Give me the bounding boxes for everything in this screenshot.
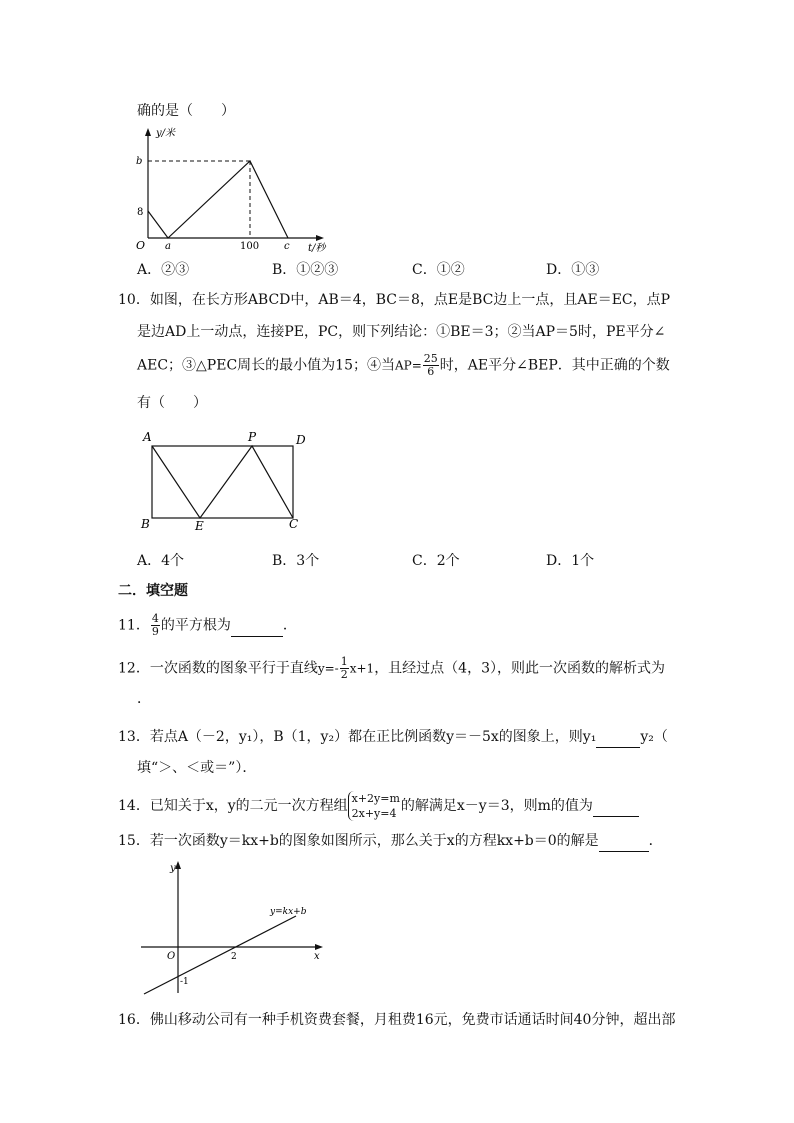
q15-end: ． xyxy=(648,833,663,849)
q9-option-a[interactable] xyxy=(137,259,189,279)
q14-eq1: x+2y=m xyxy=(351,792,400,805)
q9-option-c[interactable] xyxy=(412,259,465,279)
q14-a: 14．已知关于x，y的二元一次方程组 xyxy=(118,798,348,814)
option-letter: C． xyxy=(412,553,437,569)
q12-frac-num: 1 xyxy=(340,655,348,668)
q10-line3-a: AEC；③△PEC周长的最小值为15；④当 xyxy=(137,357,395,374)
q10-line1: 10．如图，在长方形ABCD中，AB＝4，BC＝8，点E是BC边上一点，且AE＝EC，点P xyxy=(118,292,671,308)
q15-answer-blank[interactable] xyxy=(599,831,649,852)
q15-line-label: y=kx+b xyxy=(270,907,307,917)
q9-c-label: c xyxy=(284,241,290,252)
q15-x-label: x xyxy=(314,951,320,962)
q10-option-b[interactable] xyxy=(272,550,319,570)
q10-fraction xyxy=(423,353,439,378)
q10-label-e: E xyxy=(195,519,204,533)
q9-hundred-label: 100 xyxy=(240,241,260,252)
q12-fraction xyxy=(340,656,349,681)
q15-two-label: 2 xyxy=(231,952,237,962)
q9-graph xyxy=(128,126,338,254)
q10-line3-b: 时，AE平分∠BEP．其中正确的个数 xyxy=(439,357,670,374)
q10-line3 xyxy=(137,353,670,378)
q12-x-part: x+1 xyxy=(349,661,375,676)
q9-eight-label: 8 xyxy=(137,207,144,218)
option-letter: D． xyxy=(546,553,572,569)
q12-line1 xyxy=(118,656,665,681)
option-text: 4个 xyxy=(161,553,185,569)
q14-equation-system xyxy=(348,791,400,821)
q9-option-d[interactable] xyxy=(546,259,599,279)
q15-graph xyxy=(136,858,336,998)
q15-origin-label: O xyxy=(167,951,176,962)
q10-label-p: P xyxy=(248,430,257,444)
q10-option-c[interactable] xyxy=(412,550,460,570)
q9-x-arrow xyxy=(316,235,324,241)
q11-answer-blank[interactable] xyxy=(231,616,283,637)
q14-answer-blank[interactable] xyxy=(593,796,639,817)
q10-label-c: C xyxy=(289,517,299,531)
q11-num: 11． xyxy=(118,617,150,634)
q10-line2: 是边AD上一动点，连接PE，PC，则下列结论：①BE＝3；②当AP＝5时，PE平分∠ xyxy=(137,324,666,340)
q9-stem-tail: 确的是（ ） xyxy=(137,103,235,119)
q10-label-a: A xyxy=(143,430,152,444)
option-text: ①③ xyxy=(571,262,600,278)
q10-line4: 有（ ） xyxy=(137,395,207,411)
option-letter: C． xyxy=(412,262,437,278)
option-letter: B． xyxy=(272,553,297,569)
q13-answer-blank[interactable] xyxy=(596,727,640,748)
q12-y-eq: y=- xyxy=(317,661,339,676)
q15-y-label: y xyxy=(170,863,176,874)
q12-a: 12．一次函数的图象平行于直线 xyxy=(118,660,318,677)
q9-x-label: t/秒 xyxy=(308,243,326,254)
option-text: ②③ xyxy=(161,262,190,278)
option-text: ①②③ xyxy=(296,262,339,278)
q15-minus-one-label: -1 xyxy=(180,977,189,987)
option-text: 1个 xyxy=(571,553,595,569)
q12-b: ，且经过点（4，3），则此一次函数的解析式为 xyxy=(374,660,666,677)
q11-fraction xyxy=(151,613,160,638)
q14-eq2: 2x+y=4 xyxy=(351,807,397,820)
q14-b: 的解满足x－y＝3，则m的值为 xyxy=(400,798,593,814)
option-letter: A． xyxy=(137,553,162,569)
q13-line2: 填“＞、＜或＝”）． xyxy=(137,760,257,776)
q10-option-d[interactable] xyxy=(546,550,594,570)
q10-option-a[interactable] xyxy=(137,550,184,570)
q11-end: ． xyxy=(282,617,297,634)
q12-frac-den: 2 xyxy=(340,668,348,681)
q9-b-label: b xyxy=(136,156,143,167)
q15-y-arrow xyxy=(175,861,181,869)
q10-label-b: B xyxy=(141,517,150,531)
q10-frac-num: 25 xyxy=(423,352,438,365)
q10-label-d: D xyxy=(296,433,306,447)
q12-line2: ． xyxy=(137,691,151,707)
q9-origin-label: O xyxy=(136,239,146,252)
q10-frac-den: 6 xyxy=(427,365,435,378)
q11-frac-den: 9 xyxy=(151,625,159,638)
q10-ap: AP= xyxy=(394,358,422,373)
q15-x-arrow xyxy=(315,944,323,950)
option-text: 3个 xyxy=(296,553,320,569)
q11-frac-num: 4 xyxy=(151,612,159,625)
q13-text: 13．若点A（－2，y₁），B（1，y₂）都在正比例函数y＝－5x的图象上，则y₁ xyxy=(118,729,597,745)
option-letter: B． xyxy=(272,262,297,278)
q15-text: 15．若一次函数y＝kx+b的图象如图所示，那么关于x的方程kx+b＝0的解是 xyxy=(118,833,599,849)
q9-y-label: y/米 xyxy=(156,128,176,139)
q9-polyline xyxy=(148,161,288,238)
option-text: 2个 xyxy=(436,553,460,569)
q11 xyxy=(118,613,297,638)
q14 xyxy=(118,791,639,821)
q11-text: 的平方根为 xyxy=(160,617,231,634)
q13-line1 xyxy=(118,727,668,748)
q10-segments xyxy=(152,446,293,518)
option-letter: D． xyxy=(546,262,572,278)
q9-y-arrow xyxy=(145,128,151,136)
section-fill-in-title: 二．填空题 xyxy=(118,583,188,599)
q9-a-label: a xyxy=(165,241,171,252)
q13-end: y₂（ xyxy=(640,729,668,745)
q16: 16．佛山移动公司有一种手机资费套餐，月租费16元，免费市话通话时间40分钟，超出部 xyxy=(118,1012,676,1028)
q9-option-b[interactable] xyxy=(272,259,338,279)
option-letter: A． xyxy=(137,262,162,278)
option-text: ①② xyxy=(436,262,465,278)
q10-rectangle-figure xyxy=(138,426,318,536)
q15 xyxy=(118,831,663,852)
